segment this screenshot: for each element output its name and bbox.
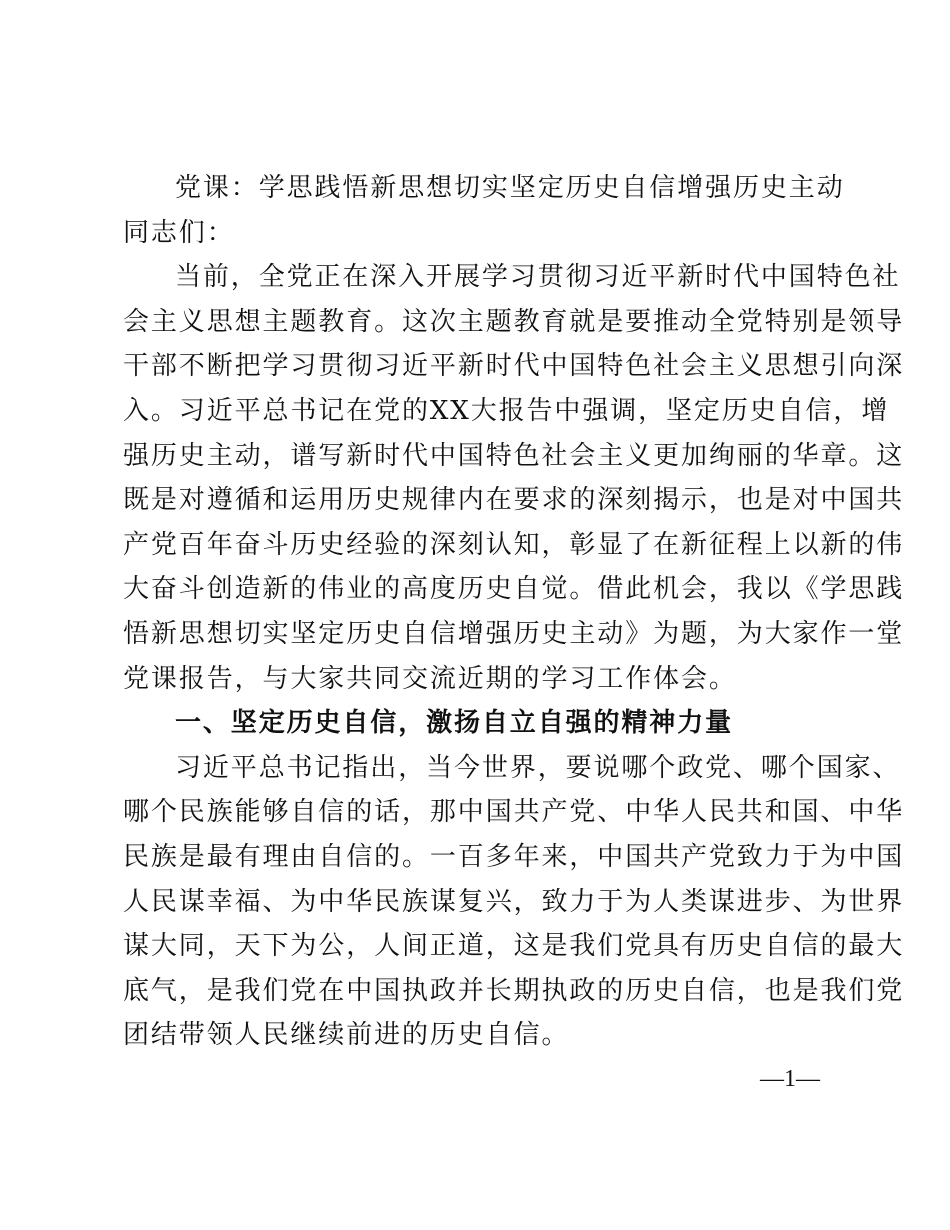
- text-line: 产党百年奋斗历史经验的深刻认知，彰显了在新征程上以新的伟: [123, 529, 905, 560]
- paragraph-1: [123, 255, 905, 701]
- text-line: 既是对遵循和运用历史规律内在要求的深刻揭示，也是对中国共: [123, 485, 905, 516]
- paragraph-2: [123, 746, 905, 1058]
- page-number: —1—: [760, 1066, 820, 1092]
- text-line: 哪个民族能够自信的话，那中国共产党、中华人民共和国、中华: [123, 797, 905, 828]
- document-body: [123, 166, 905, 1058]
- text-line: 干部不断把学习贯彻习近平新时代中国特色社会主义思想引向深: [123, 351, 905, 382]
- text-line: 底气，是我们党在中国执政并长期执政的历史自信，也是我们党: [123, 975, 905, 1006]
- salutation: 同志们：: [123, 217, 235, 248]
- text-line: 谋大同，天下为公，人间正道，这是我们党具有历史自信的最大: [123, 931, 905, 962]
- text-line: 大奋斗创造新的伟业的高度历史自觉。借此机会，我以《学思践: [123, 574, 905, 605]
- text-line: 党课报告，与大家共同交流近期的学习工作体会。: [123, 663, 737, 694]
- text-line: 团结带领人民继续前进的历史自信。: [123, 1020, 570, 1051]
- document-title: 党课：学思践悟新思想切实坚定历史自信增强历史主动: [175, 173, 845, 203]
- section-heading: 一、坚定历史自信，激扬自立自强的精神力量: [175, 708, 734, 739]
- text-line: 当前，全党正在深入开展学习贯彻习近平新时代中国特色社: [175, 262, 901, 293]
- text-line: 人民谋幸福、为中华民族谋复兴，致力于为人类谋进步、为世界: [123, 886, 905, 917]
- text-line: 入。习近平总书记在党的XX大报告中强调，坚定历史自信，增: [123, 395, 890, 426]
- text-line: 悟新思想切实坚定历史自信增强历史主动》为题，为大家作一堂: [123, 618, 905, 649]
- text-line: 强历史主动，谱写新时代中国特色社会主义更加绚丽的华章。这: [123, 440, 905, 471]
- text-line: 习近平总书记指出，当今世界，要说哪个政党、哪个国家、: [175, 752, 901, 783]
- text-line: 会主义思想主题教育。这次主题教育就是要推动全党特别是领导: [123, 306, 905, 337]
- text-line: 民族是最有理由自信的。一百多年来，中国共产党致力于为中国: [123, 841, 905, 872]
